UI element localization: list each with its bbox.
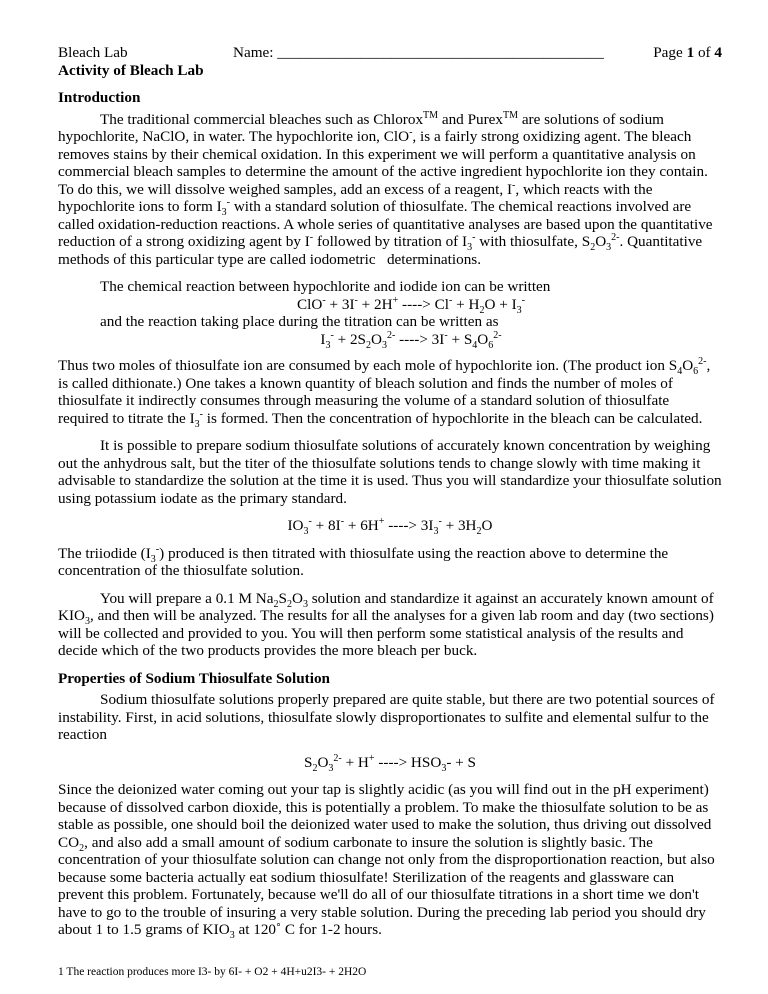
introduction-heading: Introduction (58, 89, 141, 106)
thiosulfate-paragraph: Thus two moles of thiosulfate ion are consumed by each mole of hypochlorite ion. (The product ion $S_4O_6^{2-}$, is called dithionate.) One takes a known quantity of bleach solution and finds the number of moles of thiosulfate it indirectly consumes through measuring the volume of a standard solution of thiosulfate required to titrate the $I_3^-$ is formed. Then the concentration of hypochlorite in the bleach can be calculated. (58, 355, 711, 430)
iodate-equation: $IO_3^- + 8I^- + 6H^+$ ----> $3I_3^- + 3H_2O$ (287, 515, 493, 538)
triiodide-paragraph: The triiodide $(I_3^-)$ produced is then titrated with thiosulfate using the reaction above to determine the concentration of the thiosulfate solution. (58, 543, 669, 579)
reaction-equation-1: ClO- + 3I- + 2H+ ----> $Cl^- + H_2O + I_3^-$ (297, 294, 525, 316)
name-field: Name: ___________________________________________ (233, 44, 604, 61)
page-number: Page 1 of 4 (653, 44, 722, 61)
footnote: 1 The reaction produces more I3- by 6I- + O2 + 4H+u2I3- + 2H2O (58, 966, 367, 978)
reaction-block: The chemical reaction between hypochlorite and iodide ion can be written ClO- + 3I- + 2H+ ----> $Cl^- + H_2O + I_3^-$ and the reaction taking place during the titration can be written as $I_3^- + 2S_2O_3^{2-}$ ----> $3I^- + S_4O_6^{2-}$ (100, 278, 722, 348)
procedure-paragraph: You will prepare a 0.1 M $Na_2S_2O_3$ solution and standardize it against an accurately known amount of $KIO_3$, and then will be analyzed. The results for all the analyses for a given lab room and day (two sections) will be collected and provided to you. You will then perform some statistical analysis of the results and decide which of the two products provides the more bleach per buck. (58, 589, 714, 659)
intro-paragraph: The traditional commercial bleaches such as Chlorox™ and Purex™ are solutions of sodium hypochlorite, NaClO, in water. The hypochlorite ion, ClO-, is a fairly strong oxidizing agent. The bleach removes stains by their chemical oxidation. In this experiment we will perform a quantitative analysis on commercial bleach samples to determine the amount of the active ingredient hypochlorite ion they contain. To do this, we will dissolve weighed samples, add an excess of a reagent, I-, which reacts with the hypochlorite ions to form $I_3^-$ with a standard solution of thiosulfate. The chemical reactions involved are called oxidation-reduction reactions. A whole series of quantitative analyses are based upon the quantitative reduction of a strong oxidizing agent by I- followed by titration of $I_3^-$ with thiosulfate, $S_2O_3^{2-}$. Quantitative methods of this particular type are called iodometric determinations. (58, 109, 713, 268)
lab-subtitle: Activity of Bleach Lab (58, 62, 204, 79)
document-page (58, 44, 722, 949)
stability-paragraph: Sodium thiosulfate solutions properly prepared are quite stable, but there are two potential sources of instability. First, in acid solutions, thiosulfate slowly disproportionates to sulfite and elemental sulfur to the reaction (58, 691, 715, 743)
disproportionation-equation: $S_2O_3^{2-} + H^+$ ----> $HSO_3- + S$ (304, 752, 476, 774)
standardize-paragraph: It is possible to prepare sodium thiosulfate solutions of accurately known concentration by weighing out the anhydrous salt, but the titer of the thiosulfate solutions tends to change slowly with time making it advisable to standardize the solution at the time it is used. Thus you will standardize your thiosulfate solution using potassium iodate as the primary standard. (58, 437, 722, 507)
page-header (58, 44, 722, 80)
reaction-equation-2: $I_3^- + 2S_2O_3^{2-}$ ----> $3I^- + S_4O_6^{2-}$ (320, 329, 502, 351)
water-paragraph: Since the deionized water coming out your tap is slightly acidic (as you will find out in the pH experiment) because of dissolved carbon dioxide, this is potentially a problem. To make the thiosulfate solution to be as stable as possible, one should boil the deionized water used to make the solution, thus driving out dissolved $CO_2$, and also add a small amount of sodium carbonate to insure the solution is slightly basic. The concentration of your thiosulfate solution can change not only from the disproportionation reaction, but also because some bacteria actually eat sodium thiosulfate! Sterilization of the reagents and glassware can prevent this problem. Fortunately, because we'll do all of our thiosulfate titrations in a short time we don't have to go to the trouble of insuring a very stable solution. During the preceding lab period you should dry about 1 to 1.5 grams of $KIO_3$ at 120˚ C for 1-2 hours. (58, 781, 715, 942)
properties-heading: Properties of Sodium Thiosulfate Solution (58, 669, 331, 687)
lab-title: Bleach Lab (58, 44, 128, 61)
